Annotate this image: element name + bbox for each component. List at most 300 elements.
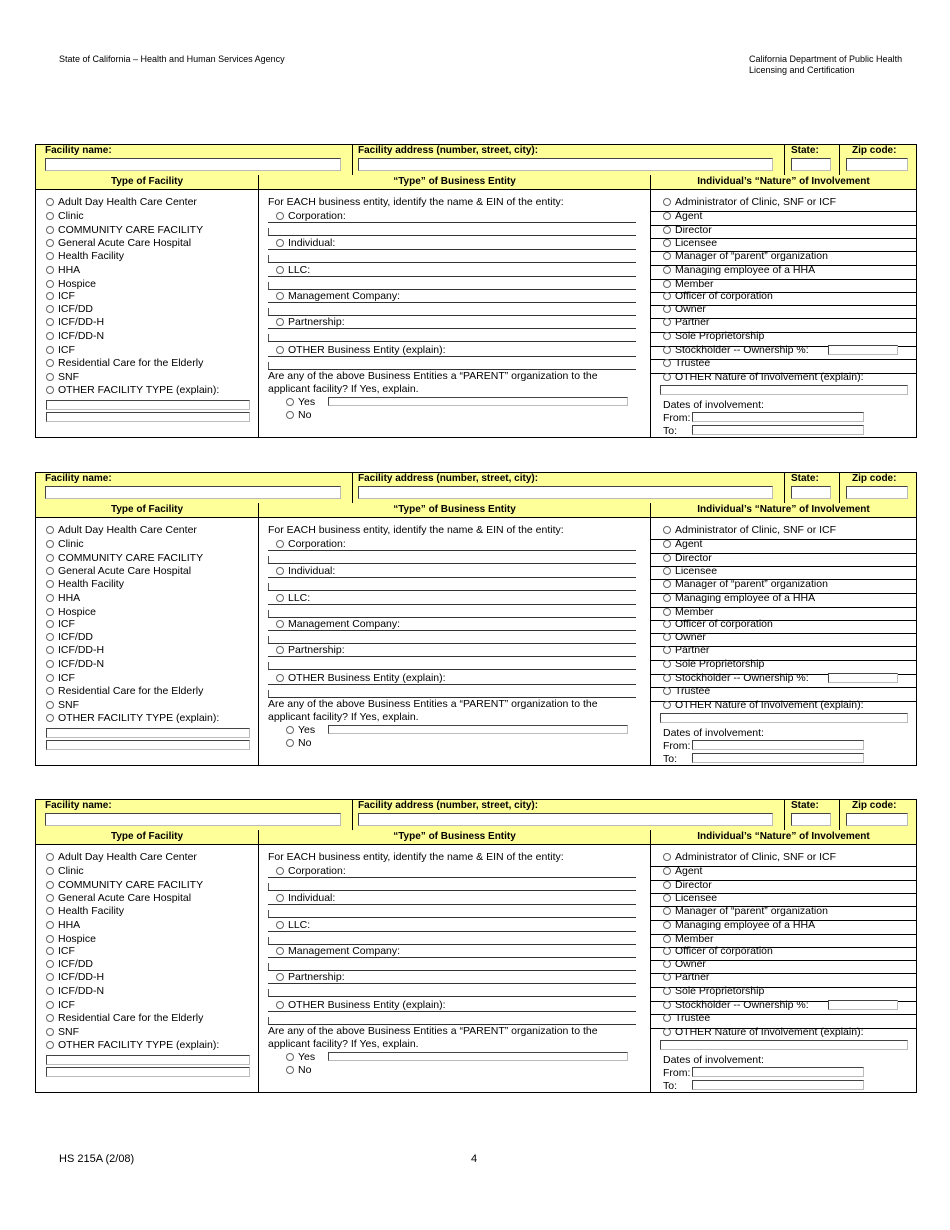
nature-option[interactable]	[663, 879, 712, 891]
entity-name-line[interactable]	[268, 684, 636, 685]
nature-option[interactable]	[663, 699, 864, 711]
nature-label: Officer of corporation	[675, 945, 773, 957]
facility-type-option[interactable]	[46, 330, 104, 342]
facility-type-label: ICF/DD	[58, 631, 93, 643]
nature-option[interactable]	[663, 933, 714, 945]
nature-option[interactable]	[663, 316, 709, 328]
business-entity-option[interactable]	[276, 316, 345, 328]
facility-name-input[interactable]	[45, 486, 341, 499]
zip-input[interactable]	[846, 486, 908, 499]
nature-option[interactable]	[663, 851, 836, 863]
nature-option[interactable]	[663, 344, 809, 356]
nature-of-involvement-header: Individual’s “Nature” of Involvement	[697, 176, 870, 187]
nature-option[interactable]	[663, 618, 773, 630]
business-entity-option[interactable]	[276, 945, 400, 957]
radio-icon[interactable]	[46, 580, 54, 588]
radio-icon[interactable]	[663, 212, 671, 220]
radio-icon[interactable]	[46, 373, 54, 381]
business-entity-label: Corporation:	[288, 865, 346, 877]
ownership-percent-input[interactable]	[828, 345, 898, 355]
radio-icon[interactable]	[663, 973, 671, 981]
radio-icon[interactable]	[276, 894, 284, 902]
facility-type-option[interactable]	[46, 958, 93, 970]
radio-icon[interactable]	[276, 973, 284, 981]
facility-type-option[interactable]	[46, 945, 75, 957]
radio-icon[interactable]	[663, 867, 671, 875]
radio-icon[interactable]	[46, 1028, 54, 1036]
nature-label: Stockholder -- Ownership %:	[675, 344, 809, 356]
nature-label: Licensee	[675, 892, 718, 904]
facility-type-option[interactable]	[46, 344, 75, 356]
radio-icon[interactable]	[663, 907, 671, 915]
business-entity-option[interactable]	[276, 565, 335, 577]
radio-icon[interactable]	[46, 881, 54, 889]
radio-icon[interactable]	[46, 346, 54, 354]
nature-option[interactable]	[663, 371, 864, 383]
type-of-facility-header: Type of Facility	[110, 504, 184, 515]
radio-icon[interactable]	[276, 646, 284, 654]
radio-icon[interactable]	[46, 305, 54, 313]
business-entity-option[interactable]	[276, 538, 346, 550]
facility-type-option[interactable]	[46, 278, 96, 290]
facility-type-option[interactable]	[46, 210, 84, 222]
radio-icon[interactable]	[46, 386, 54, 394]
zip-input[interactable]	[846, 158, 908, 171]
nature-option[interactable]	[663, 999, 809, 1011]
business-entity-option[interactable]	[276, 644, 345, 656]
nature-option[interactable]	[663, 303, 706, 315]
nature-option[interactable]	[663, 971, 709, 983]
radio-icon[interactable]	[46, 633, 54, 641]
ownership-percent-input[interactable]	[828, 1000, 898, 1010]
radio-icon[interactable]	[46, 359, 54, 367]
radio-icon[interactable]	[663, 960, 671, 968]
radio-icon[interactable]	[663, 567, 671, 575]
radio-icon[interactable]	[276, 540, 284, 548]
radio-icon[interactable]	[286, 726, 294, 734]
nature-option[interactable]	[663, 290, 773, 302]
facility-type-option[interactable]	[46, 592, 80, 604]
entity-name-line[interactable]	[268, 931, 636, 932]
nature-option[interactable]	[663, 357, 710, 369]
facility-address-label: Facility address (number, street, city):	[358, 800, 539, 811]
nature-option[interactable]	[663, 672, 809, 684]
radio-icon[interactable]	[46, 198, 54, 206]
radio-icon[interactable]	[46, 212, 54, 220]
radio-icon[interactable]	[46, 853, 54, 861]
facility-type-option[interactable]	[46, 303, 93, 315]
business-entity-option[interactable]	[276, 592, 310, 604]
parent-explain-input[interactable]	[328, 1052, 628, 1061]
entity-ein-line[interactable]	[268, 590, 636, 591]
nature-option[interactable]	[663, 658, 764, 670]
radio-icon[interactable]	[663, 554, 671, 562]
facility-type-option[interactable]	[46, 999, 75, 1011]
business-entity-option[interactable]	[276, 237, 335, 249]
radio-icon[interactable]	[663, 633, 671, 641]
facility-type-option[interactable]	[46, 224, 203, 236]
facility-name-input[interactable]	[45, 813, 341, 826]
radio-icon[interactable]	[46, 687, 54, 695]
radio-icon[interactable]	[663, 292, 671, 300]
zip-input[interactable]	[846, 813, 908, 826]
facility-type-option[interactable]	[46, 316, 104, 328]
radio-icon[interactable]	[276, 674, 284, 682]
radio-icon[interactable]	[663, 687, 671, 695]
radio-icon[interactable]	[46, 332, 54, 340]
entity-name-line[interactable]	[268, 276, 636, 277]
nature-option[interactable]	[663, 985, 764, 997]
radio-icon[interactable]	[46, 620, 54, 628]
facility-type-option[interactable]	[46, 865, 84, 877]
nature-option[interactable]	[663, 644, 709, 656]
entity-name-line[interactable]	[268, 604, 636, 605]
radio-icon[interactable]	[663, 921, 671, 929]
radio-icon[interactable]	[46, 1001, 54, 1009]
radio-icon[interactable]	[276, 239, 284, 247]
business-entity-option[interactable]	[276, 264, 310, 276]
from-date-input[interactable]	[692, 412, 864, 422]
radio-icon[interactable]	[663, 540, 671, 548]
parent-question-line2: applicant facility? If Yes, explain.	[268, 383, 419, 395]
entity-ein-line[interactable]	[268, 890, 636, 891]
radio-icon[interactable]	[663, 526, 671, 534]
radio-icon[interactable]	[46, 674, 54, 682]
radio-icon[interactable]	[46, 554, 54, 562]
facility-type-option[interactable]	[46, 892, 191, 904]
facility-type-option[interactable]	[46, 712, 219, 724]
entity-name-line[interactable]	[268, 957, 636, 958]
radio-icon[interactable]	[286, 1053, 294, 1061]
facility-type-option[interactable]	[46, 196, 197, 208]
radio-icon[interactable]	[46, 252, 54, 260]
radio-icon[interactable]	[46, 714, 54, 722]
nature-option[interactable]	[663, 892, 717, 904]
business-entity-label: Management Company:	[288, 945, 401, 957]
entity-ein-line[interactable]	[268, 262, 636, 263]
radio-icon[interactable]	[46, 646, 54, 654]
parent-explain-input[interactable]	[328, 725, 628, 734]
business-entity-label: OTHER Business Entity (explain):	[288, 672, 446, 684]
radio-icon[interactable]	[276, 867, 284, 875]
facility-type-option[interactable]	[46, 985, 104, 997]
facility-type-option[interactable]	[46, 524, 197, 536]
parent-yes-option[interactable]	[286, 396, 315, 408]
radio-icon[interactable]	[286, 739, 294, 747]
facility-type-option[interactable]	[46, 565, 191, 577]
entity-name-line[interactable]	[268, 302, 636, 303]
radio-icon[interactable]	[663, 1001, 671, 1009]
to-date-input[interactable]	[692, 1080, 864, 1090]
business-entity-option[interactable]	[276, 618, 400, 630]
entity-name-line[interactable]	[268, 550, 636, 551]
radio-icon[interactable]	[46, 292, 54, 300]
facility-type-option[interactable]	[46, 578, 124, 590]
facility-type-option[interactable]	[46, 672, 75, 684]
radio-icon[interactable]	[663, 674, 671, 682]
radio-icon[interactable]	[663, 226, 671, 234]
radio-icon[interactable]	[286, 411, 294, 419]
entity-ein-line[interactable]	[268, 563, 636, 564]
nature-option[interactable]	[663, 919, 815, 931]
state-input[interactable]	[791, 813, 831, 826]
radio-icon[interactable]	[46, 894, 54, 902]
radio-icon[interactable]	[663, 660, 671, 668]
nature-option[interactable]	[663, 210, 702, 222]
entity-name-line[interactable]	[268, 656, 636, 657]
facility-type-option[interactable]	[46, 290, 75, 302]
radio-icon[interactable]	[46, 239, 54, 247]
other-facility-input-2[interactable]	[46, 740, 250, 750]
nature-option[interactable]	[663, 552, 712, 564]
entity-name-line[interactable]	[268, 630, 636, 631]
other-nature-input[interactable]	[660, 713, 908, 723]
radio-icon[interactable]	[46, 907, 54, 915]
radio-icon[interactable]	[663, 947, 671, 955]
parent-yes-option[interactable]	[286, 1051, 315, 1063]
facility-type-label: OTHER FACILITY TYPE (explain):	[58, 712, 220, 724]
radio-icon[interactable]	[46, 660, 54, 668]
radio-icon[interactable]	[663, 373, 671, 381]
nature-option[interactable]	[663, 278, 714, 290]
nature-option[interactable]	[663, 578, 828, 590]
nature-option[interactable]	[663, 631, 706, 643]
radio-icon[interactable]	[46, 1041, 54, 1049]
nature-option[interactable]	[663, 592, 815, 604]
facility-type-option[interactable]	[46, 606, 96, 618]
radio-icon[interactable]	[276, 318, 284, 326]
nature-option[interactable]	[663, 685, 710, 697]
nature-option[interactable]	[663, 237, 717, 249]
facility-type-label: HHA	[58, 592, 81, 604]
business-entity-option[interactable]	[276, 892, 335, 904]
facility-name-input[interactable]	[45, 158, 341, 171]
radio-icon[interactable]	[46, 318, 54, 326]
facility-type-option[interactable]	[46, 384, 219, 396]
other-nature-input[interactable]	[660, 385, 908, 395]
ownership-percent-input[interactable]	[828, 673, 898, 683]
nature-option[interactable]	[663, 524, 836, 536]
nature-option[interactable]	[663, 945, 773, 957]
radio-icon[interactable]	[286, 1066, 294, 1074]
radio-icon[interactable]	[46, 608, 54, 616]
facility-type-option[interactable]	[46, 371, 79, 383]
radio-icon[interactable]	[663, 239, 671, 247]
radio-icon[interactable]	[276, 594, 284, 602]
radio-icon[interactable]	[276, 620, 284, 628]
from-date-input[interactable]	[692, 1067, 864, 1077]
radio-icon[interactable]	[46, 921, 54, 929]
nature-option[interactable]	[663, 538, 702, 550]
facility-type-label: ICF	[58, 672, 75, 684]
facility-address-input[interactable]	[358, 158, 773, 171]
radio-icon[interactable]	[663, 646, 671, 654]
business-entity-option[interactable]	[276, 290, 400, 302]
entity-name-line[interactable]	[268, 356, 636, 357]
business-entity-option[interactable]	[276, 919, 310, 931]
radio-icon[interactable]	[663, 894, 671, 902]
radio-icon[interactable]	[46, 594, 54, 602]
state-input[interactable]	[791, 486, 831, 499]
parent-no-option[interactable]	[286, 409, 311, 421]
parent-no-option[interactable]	[286, 737, 311, 749]
nature-option[interactable]	[663, 905, 828, 917]
entity-name-line[interactable]	[268, 222, 636, 223]
facility-type-option[interactable]	[46, 905, 124, 917]
radio-icon[interactable]	[276, 292, 284, 300]
radio-icon[interactable]	[276, 346, 284, 354]
nature-option[interactable]	[663, 565, 717, 577]
facility-type-label: COMMUNITY CARE FACILITY	[58, 224, 204, 236]
nature-option[interactable]	[663, 224, 712, 236]
entity-ein-line[interactable]	[268, 235, 636, 236]
facility-type-label: COMMUNITY CARE FACILITY	[58, 552, 204, 564]
radio-icon[interactable]	[46, 1014, 54, 1022]
parent-explain-input[interactable]	[328, 397, 628, 406]
other-facility-input-2[interactable]	[46, 1067, 250, 1077]
facility-type-option[interactable]	[46, 933, 96, 945]
business-entity-option[interactable]	[276, 672, 446, 684]
nature-option[interactable]	[663, 606, 714, 618]
facility-type-option[interactable]	[46, 552, 203, 564]
radio-icon[interactable]	[46, 947, 54, 955]
entity-name-line[interactable]	[268, 904, 636, 905]
entity-ein-line[interactable]	[268, 917, 636, 918]
radio-icon[interactable]	[46, 935, 54, 943]
entity-ein-line[interactable]	[268, 996, 636, 997]
radio-icon[interactable]	[663, 280, 671, 288]
radio-icon[interactable]	[46, 701, 54, 709]
nature-option[interactable]	[663, 330, 764, 342]
radio-icon[interactable]	[663, 305, 671, 313]
parent-no-option[interactable]	[286, 1064, 311, 1076]
facility-type-option[interactable]	[46, 264, 80, 276]
radio-icon[interactable]	[663, 594, 671, 602]
facility-type-option[interactable]	[46, 879, 203, 891]
radio-icon[interactable]	[663, 580, 671, 588]
facility-type-option[interactable]	[46, 1039, 219, 1051]
facility-type-option[interactable]	[46, 685, 203, 697]
radio-icon[interactable]	[46, 973, 54, 981]
facility-type-option[interactable]	[46, 357, 203, 369]
radio-icon[interactable]	[663, 853, 671, 861]
other-facility-input-1[interactable]	[46, 400, 250, 410]
facility-type-option[interactable]	[46, 538, 84, 550]
entity-name-line[interactable]	[268, 983, 636, 984]
nature-option[interactable]	[663, 196, 836, 208]
radio-icon[interactable]	[46, 266, 54, 274]
radio-icon[interactable]	[663, 359, 671, 367]
entity-name-line[interactable]	[268, 328, 636, 329]
radio-icon[interactable]	[46, 987, 54, 995]
facility-type-option[interactable]	[46, 971, 104, 983]
radio-icon[interactable]	[663, 332, 671, 340]
facility-name-label: Facility name:	[45, 473, 112, 484]
radio-icon[interactable]	[663, 252, 671, 260]
entity-ein-line[interactable]	[268, 341, 636, 342]
entity-ein-line[interactable]	[268, 669, 636, 670]
business-entity-option[interactable]	[276, 344, 446, 356]
to-date-input[interactable]	[692, 753, 864, 763]
facility-type-option[interactable]	[46, 1026, 79, 1038]
nature-option[interactable]	[663, 1026, 864, 1038]
radio-icon[interactable]	[46, 867, 54, 875]
facility-type-option[interactable]	[46, 237, 191, 249]
radio-icon[interactable]	[663, 318, 671, 326]
facility-address-input[interactable]	[358, 486, 773, 499]
radio-icon[interactable]	[663, 1028, 671, 1036]
facility-type-option[interactable]	[46, 658, 104, 670]
nature-label: Partner	[675, 644, 710, 656]
entity-name-line[interactable]	[268, 877, 636, 878]
parent-yes-option[interactable]	[286, 724, 315, 736]
radio-icon[interactable]	[663, 935, 671, 943]
nature-option[interactable]	[663, 264, 815, 276]
radio-icon[interactable]	[46, 526, 54, 534]
radio-icon[interactable]	[286, 398, 294, 406]
facility-type-option[interactable]	[46, 644, 104, 656]
facility-type-option[interactable]	[46, 1012, 203, 1024]
radio-icon[interactable]	[663, 198, 671, 206]
radio-icon[interactable]	[663, 881, 671, 889]
radio-icon[interactable]	[663, 266, 671, 274]
facility-address-input[interactable]	[358, 813, 773, 826]
business-entity-option[interactable]	[276, 999, 446, 1011]
radio-icon[interactable]	[663, 346, 671, 354]
facility-type-option[interactable]	[46, 919, 80, 931]
business-entity-option[interactable]	[276, 865, 346, 877]
entity-name-line[interactable]	[268, 1011, 636, 1012]
radio-icon[interactable]	[663, 608, 671, 616]
radio-icon[interactable]	[276, 921, 284, 929]
radio-icon[interactable]	[663, 701, 671, 709]
other-facility-input-2[interactable]	[46, 412, 250, 422]
radio-icon[interactable]	[46, 280, 54, 288]
nature-option[interactable]	[663, 865, 702, 877]
radio-icon[interactable]	[46, 567, 54, 575]
entity-name-line[interactable]	[268, 577, 636, 578]
radio-icon[interactable]	[46, 226, 54, 234]
facility-type-option[interactable]	[46, 250, 124, 262]
other-nature-input[interactable]	[660, 1040, 908, 1050]
radio-icon[interactable]	[663, 620, 671, 628]
nature-option[interactable]	[663, 1012, 710, 1024]
nature-option[interactable]	[663, 250, 828, 262]
facility-type-option[interactable]	[46, 851, 197, 863]
business-entity-option[interactable]	[276, 971, 345, 983]
nature-option[interactable]	[663, 958, 706, 970]
from-date-input[interactable]	[692, 740, 864, 750]
radio-icon[interactable]	[663, 987, 671, 995]
radio-icon[interactable]	[276, 212, 284, 220]
facility-type-option[interactable]	[46, 618, 75, 630]
radio-icon[interactable]	[276, 266, 284, 274]
facility-type-option[interactable]	[46, 631, 93, 643]
other-facility-input-1[interactable]	[46, 1055, 250, 1065]
radio-icon[interactable]	[276, 947, 284, 955]
entity-name-line[interactable]	[268, 249, 636, 250]
other-facility-input-1[interactable]	[46, 728, 250, 738]
to-date-input[interactable]	[692, 425, 864, 435]
facility-type-option[interactable]	[46, 699, 79, 711]
radio-icon[interactable]	[663, 1014, 671, 1022]
business-entity-option[interactable]	[276, 210, 346, 222]
radio-icon[interactable]	[46, 960, 54, 968]
state-input[interactable]	[791, 158, 831, 171]
radio-icon[interactable]	[276, 1001, 284, 1009]
radio-icon[interactable]	[276, 567, 284, 575]
radio-icon[interactable]	[46, 540, 54, 548]
